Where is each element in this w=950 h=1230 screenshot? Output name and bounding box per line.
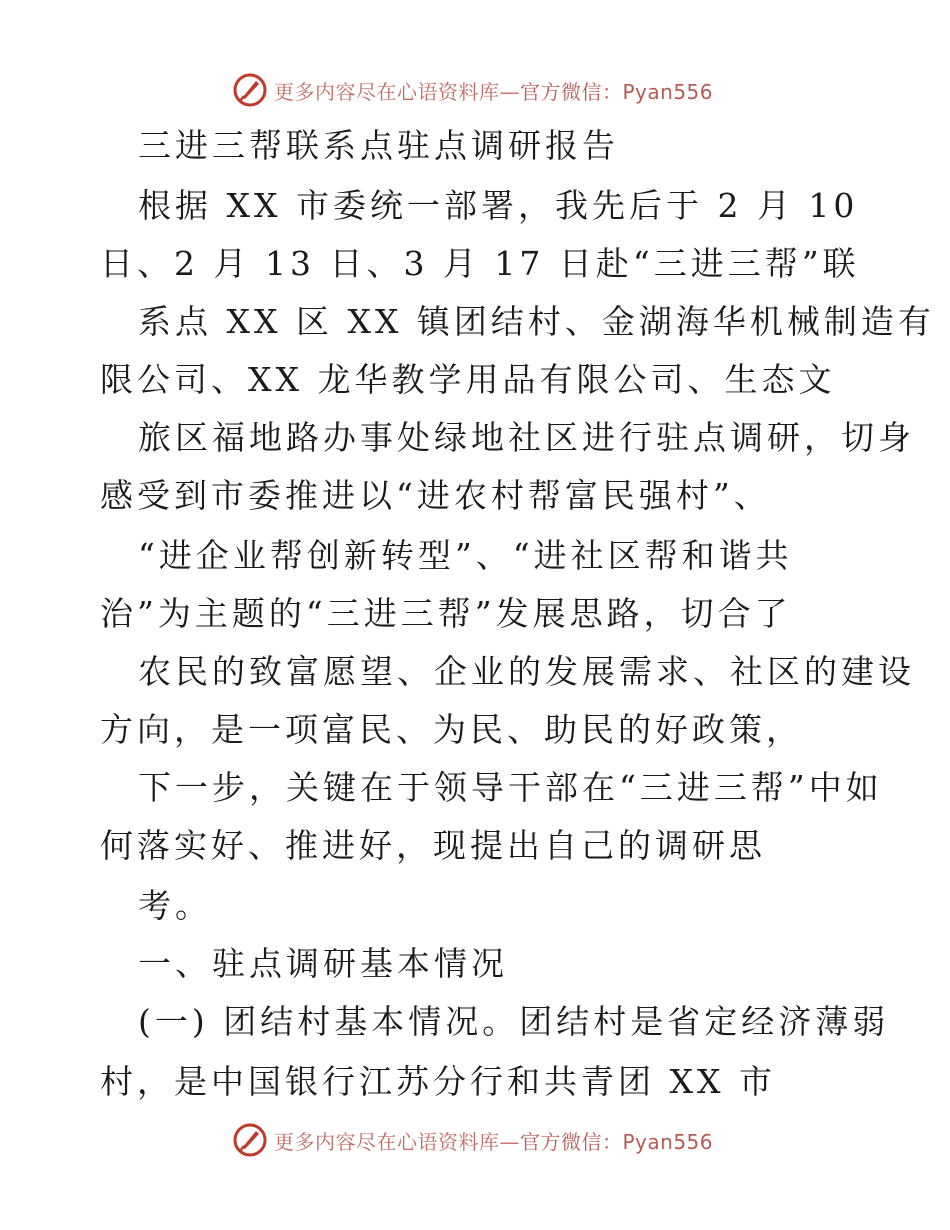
banner-library-text: 更多内容尽在心语资料库 [274, 1129, 500, 1154]
body-line: 考。 [138, 886, 212, 925]
banner-text [274, 1126, 713, 1155]
body-line: 农民的致富愿望、企业的发展需求、社区的建设 [138, 652, 915, 691]
banner-wechat-text: 官方微信：Pyan556 [520, 1129, 714, 1154]
body-line: 限公司、XX 龙华教学用品有限公司、生态文 [100, 360, 836, 399]
quill-logo-icon [232, 72, 268, 108]
body-line: 方向，是一项富民、为民、助民的好政策， [100, 710, 803, 749]
body-line: 感受到市委推进以“进农村帮富民强村”、 [100, 476, 771, 515]
body-line: (一) 团结村基本情况。团结村是省定经济薄弱 [138, 1002, 890, 1041]
body-line: 旅区福地路办事处绿地社区进行驻点调研，切身 [138, 418, 915, 457]
header-banner [232, 70, 713, 110]
body-line: 下一步，关键在于领导干部在“三进三帮”中如 [138, 768, 883, 807]
section-heading: 一、驻点调研基本情况 [138, 944, 508, 983]
body-line: 日、2 月 13 日、3 月 17 日赴“三进三帮”联 [100, 244, 860, 283]
document-title: 三进三帮联系点驻点调研报告 [138, 126, 619, 165]
banner-dash: — [499, 79, 520, 104]
banner-wechat-text: 官方微信：Pyan556 [520, 79, 714, 104]
body-line: “进企业帮创新转型”、“进社区帮和谐共 [138, 536, 793, 575]
banner-dash: — [499, 1129, 520, 1154]
footer-banner [232, 1120, 713, 1160]
body-line: 系点 XX 区 XX 镇团结村、金湖海华机械制造有 [138, 302, 935, 341]
banner-library-text: 更多内容尽在心语资料库 [274, 79, 500, 104]
body-line: 村，是中国银行江苏分行和共青团 XX 市 [100, 1062, 776, 1101]
quill-logo-icon [232, 1122, 268, 1158]
body-line: 治”为主题的“三进三帮”发展思路，切合了 [100, 594, 792, 633]
body-line: 根据 XX 市委统一部署，我先后于 2 月 10 [138, 186, 859, 225]
banner-text [274, 76, 713, 105]
body-line: 何落实好、推进好，现提出自己的调研思 [100, 826, 766, 865]
